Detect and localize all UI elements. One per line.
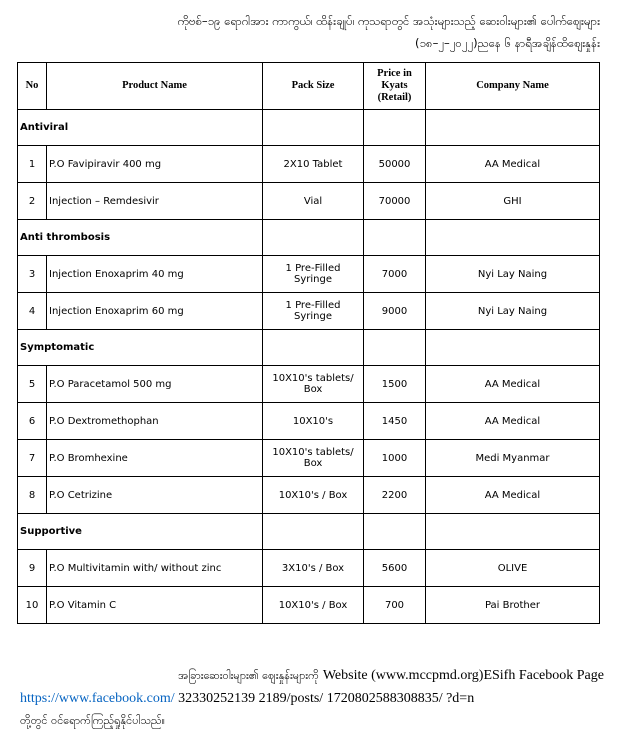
company-name: Nyi Lay Naing	[426, 256, 600, 293]
pack-size: 10X10's tablets/ Box	[263, 440, 364, 477]
table-row	[18, 550, 600, 587]
pack-size: 10X10's	[263, 403, 364, 440]
empty-cell	[364, 110, 426, 146]
pack-size: 1 Pre-Filled Syringe	[263, 293, 364, 330]
category-row	[18, 330, 600, 366]
empty-cell	[426, 220, 600, 256]
price-value: 1450	[364, 403, 426, 440]
table-row	[18, 256, 600, 293]
price-value: 2200	[364, 477, 426, 514]
price-value: 70000	[364, 183, 426, 220]
row-number: 6	[18, 403, 47, 440]
row-number: 5	[18, 366, 47, 403]
title-line-2: (၁၈–၂–၂၀၂၂)ညနေ ၆ နာရီအချိန်ထိဈေးနှုန်း	[415, 36, 600, 50]
company-name: Nyi Lay Naing	[426, 293, 600, 330]
title-line-1: ကိုဗစ်–၁၉ ရောဂါအား ကာကွယ်၊ ထိန်းချုပ်၊ ကုသရာတွင် အသုံးများသည့် ဆေးဝါးများ၏ ပေါက်ဈေးများ	[177, 14, 600, 28]
price-value: 7000	[364, 256, 426, 293]
category-label: Anti thrombosis	[18, 220, 263, 256]
table-row	[18, 440, 600, 477]
company-name: AA Medical	[426, 366, 600, 403]
price-value: 1500	[364, 366, 426, 403]
row-number: 2	[18, 183, 47, 220]
row-number: 10	[18, 587, 47, 624]
product-name: P.O Vitamin C	[47, 587, 263, 624]
footer-note	[20, 664, 604, 732]
empty-cell	[426, 330, 600, 366]
empty-cell	[263, 514, 364, 550]
facebook-path: 32330252139 2189/posts/ 1720802588308835/ ?d=n	[174, 691, 475, 706]
header-no: No	[18, 63, 47, 110]
empty-cell	[426, 110, 600, 146]
row-number: 8	[18, 477, 47, 514]
table-row	[18, 293, 600, 330]
header-product-name: Product Name	[47, 63, 263, 110]
facebook-link[interactable]: https://www.facebook.com/	[20, 691, 175, 706]
company-name: AA Medical	[426, 477, 600, 514]
document-title	[20, 10, 600, 54]
product-name: P.O Favipiravir 400 mg	[47, 146, 263, 183]
empty-cell	[426, 514, 600, 550]
table-header-row	[18, 63, 600, 110]
pack-size: Vial	[263, 183, 364, 220]
price-table	[17, 62, 600, 624]
pack-size: 10X10's / Box	[263, 477, 364, 514]
table-row	[18, 183, 600, 220]
product-name: P.O Bromhexine	[47, 440, 263, 477]
category-label: Symptomatic	[18, 330, 263, 366]
row-number: 7	[18, 440, 47, 477]
pack-size: 2X10 Tablet	[263, 146, 364, 183]
row-number: 4	[18, 293, 47, 330]
category-label: Supportive	[18, 514, 263, 550]
empty-cell	[364, 330, 426, 366]
price-value: 1000	[364, 440, 426, 477]
row-number: 1	[18, 146, 47, 183]
footer-website: Website (www.mccpmd.org)ESifh Facebook Page	[322, 668, 604, 683]
company-name: Medi Myanmar	[426, 440, 600, 477]
table-row	[18, 587, 600, 624]
company-name: AA Medical	[426, 146, 600, 183]
footer-intro: အခြားဆေးဝါးများ၏ ဈေးနှုန်းများကို	[178, 669, 319, 682]
pack-size: 10X10's tablets/ Box	[263, 366, 364, 403]
table-row	[18, 366, 600, 403]
category-label: Antiviral	[18, 110, 263, 146]
footer-line-2	[20, 687, 604, 710]
empty-cell	[364, 514, 426, 550]
category-row	[18, 220, 600, 256]
empty-cell	[263, 110, 364, 146]
table-row	[18, 477, 600, 514]
footer-outro: တို့တွင် ဝင်ရောက်ကြည့်ရှုနိုင်ပါသည်။	[20, 714, 165, 727]
category-row	[18, 110, 600, 146]
pack-size: 1 Pre-Filled Syringe	[263, 256, 364, 293]
empty-cell	[263, 330, 364, 366]
price-value: 9000	[364, 293, 426, 330]
empty-cell	[364, 220, 426, 256]
company-name: OLIVE	[426, 550, 600, 587]
table-row	[18, 403, 600, 440]
pack-size: 3X10's / Box	[263, 550, 364, 587]
price-value: 700	[364, 587, 426, 624]
empty-cell	[263, 220, 364, 256]
price-value: 50000	[364, 146, 426, 183]
company-name: AA Medical	[426, 403, 600, 440]
product-name: Injection – Remdesivir	[47, 183, 263, 220]
footer-line-1	[20, 664, 604, 687]
product-name: Injection Enoxaprim 40 mg	[47, 256, 263, 293]
table-body	[18, 110, 600, 624]
header-price: Price in Kyats (Retail)	[364, 63, 426, 110]
header-company-name: Company Name	[426, 63, 600, 110]
product-name: P.O Cetrizine	[47, 477, 263, 514]
product-name: Injection Enoxaprim 60 mg	[47, 293, 263, 330]
table-row	[18, 146, 600, 183]
price-value: 5600	[364, 550, 426, 587]
pack-size: 10X10's / Box	[263, 587, 364, 624]
company-name: GHI	[426, 183, 600, 220]
row-number: 3	[18, 256, 47, 293]
product-name: P.O Paracetamol 500 mg	[47, 366, 263, 403]
product-name: P.O Dextromethophan	[47, 403, 263, 440]
product-name: P.O Multivitamin with/ without zinc	[47, 550, 263, 587]
company-name: Pai Brother	[426, 587, 600, 624]
row-number: 9	[18, 550, 47, 587]
header-pack-size: Pack Size	[263, 63, 364, 110]
category-row	[18, 514, 600, 550]
